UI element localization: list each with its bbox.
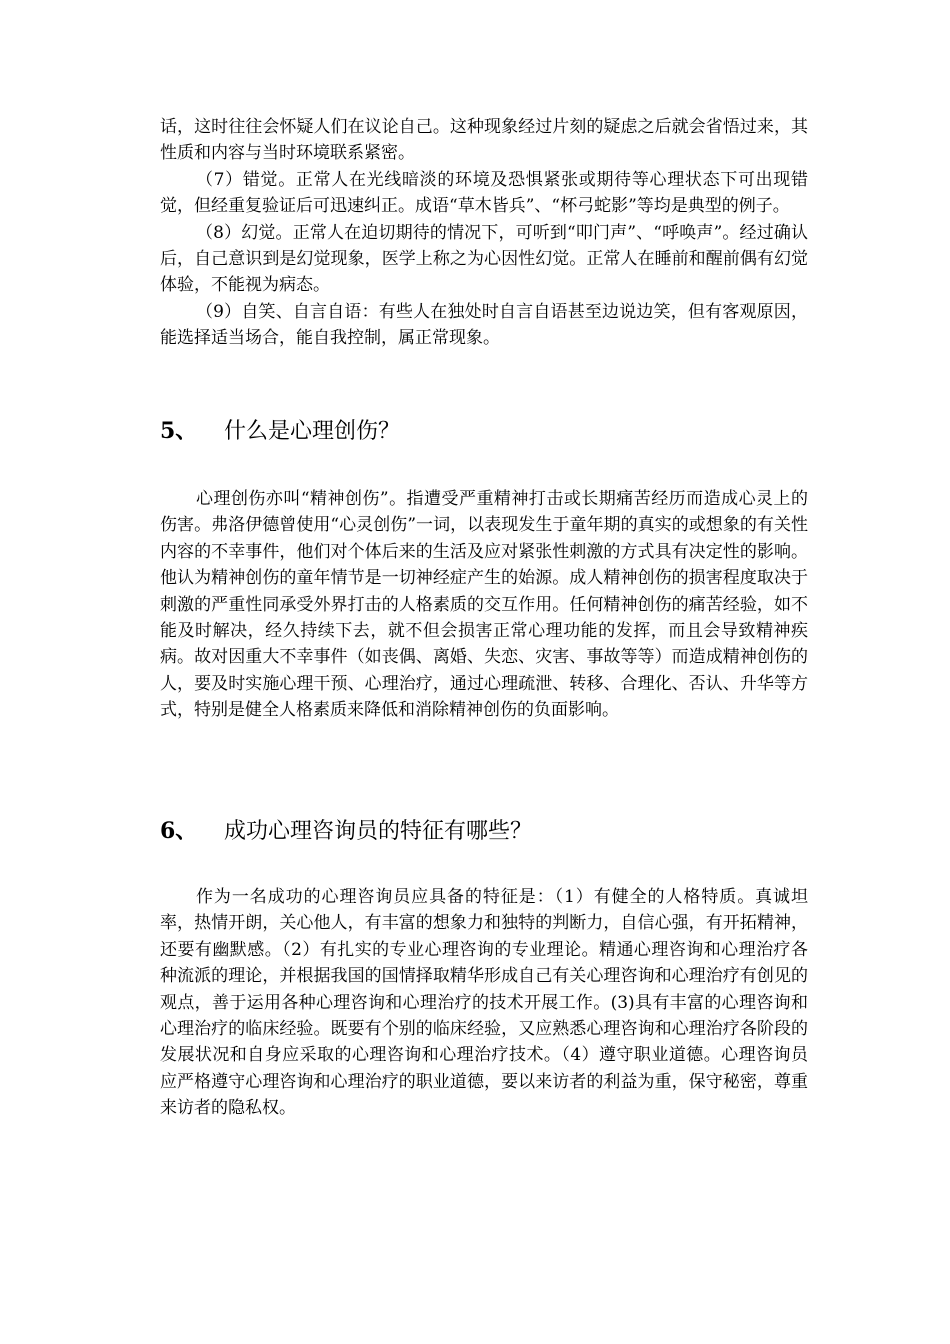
section-6-heading bbox=[160, 816, 808, 847]
section-5-heading bbox=[160, 416, 808, 447]
section-6-paragraph: 作为一名成功的心理咨询员应具备的特征是：（1）有健全的人格特质。真诚坦率，热情开朗，关心他人，有丰富的想象力和独特的判断力，自信心强，有开拓精神，还要有幽默感。（2）有扎实的专业心理咨询的专业理论。精通心理咨询和心理治疗各种流派的理论，并根据我国的国情择取精华形成自己有关心理咨询和心理治疗有创见的观点，善于运用各种心理咨询和心理治疗的技术开展工作。(3)具有丰富的心理咨询和心理治疗的临床经验。既要有个别的临床经验，又应熟悉心理咨询和心理治疗各阶段的发展状况和自身应采取的心理咨询和心理治疗技术。（4）遵守职业道德。心理咨询员应严格遵守心理咨询和心理治疗的职业道德，要以来访者的利益为重，保守秘密，尊重来访者的隐私权。 bbox=[160, 887, 808, 1119]
section-6-number: 6、 bbox=[160, 818, 198, 844]
section-6-body bbox=[160, 884, 808, 1122]
section-6-title: 成功心理咨询员的特征有哪些？ bbox=[224, 819, 533, 844]
top-text-block bbox=[160, 114, 808, 352]
section-5-body bbox=[160, 486, 808, 724]
continuation-paragraph: 话，这时往往会怀疑人们在议论自己。这种现象经过片刻的疑虑之后就会省悟过来，其性质和内容与当时环境联系紧密。 bbox=[160, 117, 808, 164]
section-5-number: 5、 bbox=[160, 418, 198, 444]
section-5-paragraph: 心理创伤亦叫“精神创伤”。指遭受严重精神打击或长期痛苦经历而造成心灵上的伤害。弗洛伊德曾使用“心灵创伤”一词，以表现发生于童年期的真实的或想象的有关性内容的不幸事件，他们对个体后来的生活及应对紧张性刺激的方式具有决定性的影响。他认为精神创伤的童年情节是一切神经症产生的始源。成人精神创伤的损害程度取决于刺激的严重性同承受外界打击的人格素质的交互作用。任何精神创伤的痛苦经验，如不能及时解决，经久持续下去，就不但会损害正常心理功能的发挥，而且会导致精神疾病。故对因重大不幸事件（如丧偶、离婚、失恋、灾害、事故等等）而造成精神创伤的人，要及时实施心理干预、心理治疗，通过心理疏泄、转移、合理化、否认、升华等方式，特别是健全人格素质来降低和消除精神创伤的负面影响。 bbox=[160, 489, 808, 721]
section-5-title: 什么是心理创伤？ bbox=[224, 419, 401, 444]
item-7-paragraph: （7）错觉。正常人在光线暗淡的环境及恐惧紧张或期待等心理状态下可出现错觉，但经重复验证后可迅速纠正。成语“草木皆兵”、“杯弓蛇影”等均是典型的例子。 bbox=[160, 169, 808, 217]
item-8-paragraph: （8）幻觉。正常人在迫切期待的情况下，可听到“叩门声”、“呼唤声”。经过确认后，自己意识到是幻觉现象，医学上称之为心因性幻觉。正常人在睡前和醒前偶有幻觉体验，不能视为病态。 bbox=[160, 222, 808, 296]
item-9-paragraph: （9）自笑、自言自语：有些人在独处时自言自语甚至边说边笑，但有客观原因，能选择适当场合，能自我控制，属正常现象。 bbox=[160, 301, 808, 349]
